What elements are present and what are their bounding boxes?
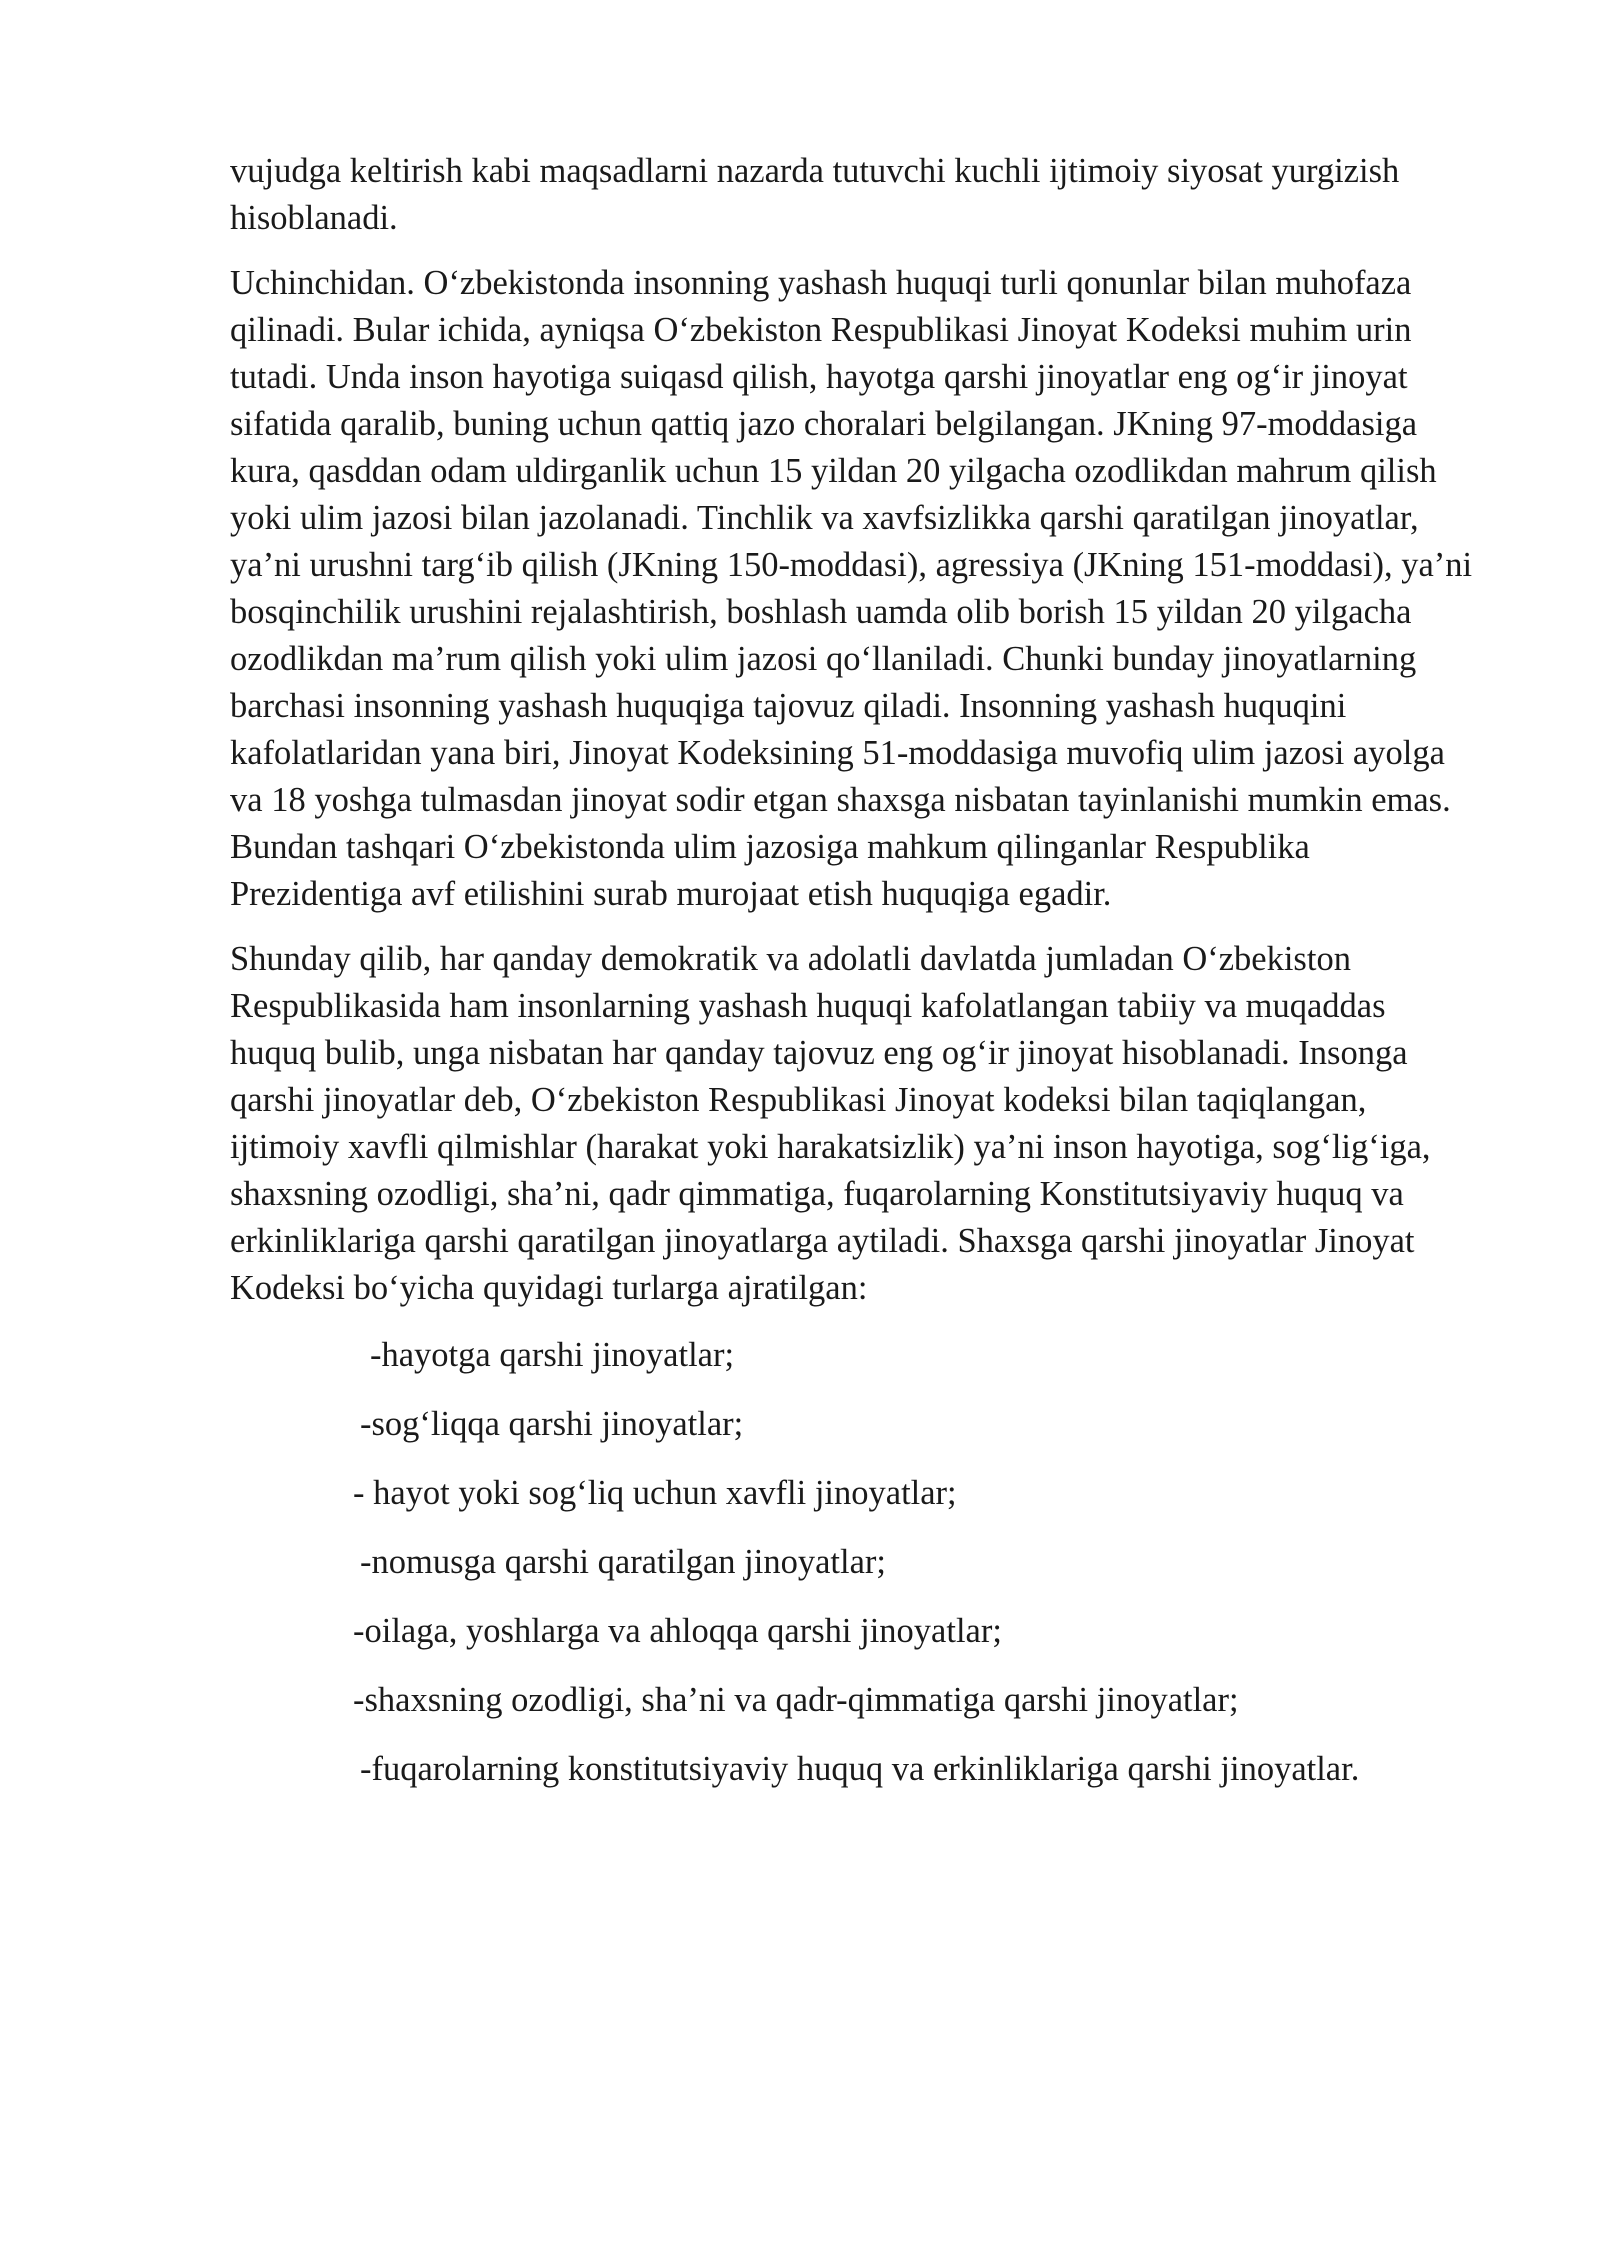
list-item: -fuqarolarning konstitutsiyaviy huquq va erkinliklariga qarshi jinoyatlar. (360, 1750, 1360, 1788)
paragraph-uchinchidan: Uchinchidan. O‘zbekistonda insonning yashash huquqi turli qonunlar bilan muhofaza qilinadi. Bular ichida, ayniqsa O‘zbekiston Respublikasi Jinoyat Kodeksi muhim urin tutadi. Unda inson hayotiga suiqasd qilish, hayotga qarshi jinoyatlar eng og‘ir jinoyat sifatida qaralib, buning uchun qattiq jazo choralari belgilangan. JKning 97-moddasiga kura, qasddan odam uldirganlik uchun 15 yildan 20 yilgacha ozodlikdan mahrum qilish yoki ulim jazosi bilan jazolanadi. Tinchlik va xavfsizlikka qarshi qaratilgan jinoyatlar, ya’ni urushni targ‘ib qilish (JKning 150-moddasi), agressiya (JKning 151-moddasi), ya’ni bosqinchilik urushini rejalashtirish, boshlash uamda olib borish 15 yildan 20 yilgacha ozodlikdan ma’rum qilish yoki ulim jazosi qo‘llaniladi. Chunki bunday jinoyatlarning barchasi insonning yashash huquqiga tajovuz qiladi. Insonning yashash huquqini kafolatlaridan yana biri, Jinoyat Kodeksining 51-moddasiga muvofiq ulim jazosi ayolga va 18 yoshga tulmasdan jinoyat sodir etgan shaxsga nisbatan tayinlanishi mumkin emas. Bundan tashqari O‘zbekistonda ulim jazosiga mahkum qilinganlar Respublika Prezidentiga avf etilishini surab murojaat etish huquqiga egadir. (230, 264, 1473, 913)
list-item: -hayotga qarshi jinoyatlar; (370, 1336, 735, 1374)
paragraph-shunday-qilib: Shunday qilib, har qanday demokratik va adolatli davlatda jumladan O‘zbekiston Respublikasida ham insonlarning yashash huquqi kafolatlangan tabiiy va muqaddas huquq bulib, unga nisbatan har qanday tajovuz eng og‘ir jinoyat hisoblanadi. Insonga qarshi jinoyatlar deb, O‘zbekiston Respublikasi Jinoyat kodeksi bilan taqiqlangan, ijtimoiy xavfli qilmishlar (harakat yoki harakatsizlik) ya’ni inson hayotiga, sog‘lig‘iga, shaxsning ozodligi, sha’ni, qadr qimmatiga, fuqarolarning Konstitutsiyaviy huquq va erkinliklariga qarshi qaratilgan jinoyatlarga aytiladi. Shaxsga qarshi jinoyatlar Jinoyat Kodeksi bo‘yicha quyidagi turlarga ajratilgan: (230, 940, 1431, 1307)
list-item: -sog‘liqqa qarshi jinoyatlar; (360, 1405, 744, 1443)
crime-types-list (230, 1332, 1480, 1793)
list-item: -shaxsning ozodligi, sha’ni va qadr-qimmatiga qarshi jinoyatlar; (353, 1681, 1239, 1719)
list-item: -oilaga, yoshlarga va ahloqqa qarshi jinoyatlar; (353, 1612, 1002, 1650)
list-item: -nomusga qarshi qaratilgan jinoyatlar; (360, 1543, 886, 1581)
list-item: - hayot yoki sog‘liq uchun xavfli jinoyatlar; (353, 1474, 957, 1512)
document-body (230, 148, 1480, 1815)
paragraph-continuation: vujudga keltirish kabi maqsadlarni nazarda tutuvchi kuchli ijtimoiy siyosat yurgizish hisoblanadi. (230, 152, 1400, 237)
